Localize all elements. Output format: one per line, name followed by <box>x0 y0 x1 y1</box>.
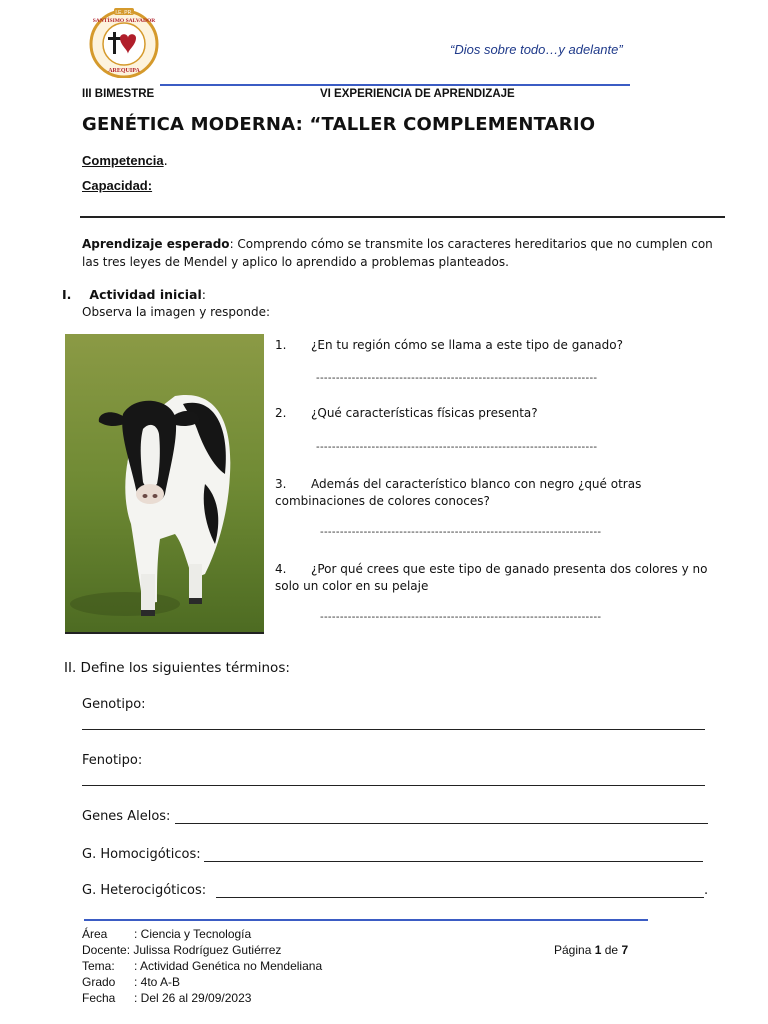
footer-fecha <box>82 990 322 1006</box>
question-3 <box>275 476 725 510</box>
footer-docente-key: Docente: <box>82 943 131 957</box>
logo-text-top: SANTÍSIMO SALVADOR <box>92 18 156 24</box>
heterocigoticos-answer-line[interactable] <box>216 897 704 898</box>
question-2-text: ¿Qué características físicas presenta? <box>311 406 538 420</box>
homocigoticos-answer-line[interactable] <box>204 861 703 862</box>
footer-docente-value: Julissa Rodríguez Gutiérrez <box>133 943 282 957</box>
cow-photo <box>65 334 264 634</box>
footer-fecha-value: : Del 26 al 29/09/2023 <box>134 991 252 1005</box>
footer-grado <box>82 974 322 990</box>
section-1-numeral: I. <box>62 287 72 302</box>
aprendizaje-esperado <box>82 235 722 271</box>
footer-area-value: : Ciencia y Tecnología <box>134 927 252 941</box>
footer-tema-value: : Actividad Genética no Mendeliana <box>134 959 323 973</box>
footer-area <box>82 926 322 942</box>
page-number <box>554 942 628 958</box>
page-total: 7 <box>621 943 629 957</box>
aprendizaje-label: Aprendizaje esperado <box>82 237 230 251</box>
footer-tema-key: Tema: <box>82 959 115 973</box>
question-1-number: 1. <box>275 338 287 352</box>
footer-grado-key: Grado <box>82 975 116 989</box>
question-1-text: ¿En tu región cómo se llama a este tipo de ganado? <box>311 338 623 352</box>
question-3-number: 3. <box>275 477 287 491</box>
section-1-instruction: Observa la imagen y responde: <box>82 305 271 319</box>
page-current: 1 <box>594 943 602 957</box>
question-4-text: ¿Por qué crees que este tipo de ganado presenta dos colores y no solo un color en su pelaje <box>275 562 708 593</box>
footer-tema <box>82 958 322 974</box>
term-heterocigoticos: G. Heterocigóticos: <box>82 883 207 898</box>
question-2-answer-dashes[interactable]: ----------------------------------------------------------------------- <box>316 441 598 453</box>
heterocigoticos-end-dot: . <box>704 883 709 898</box>
question-3-answer-dashes[interactable]: ----------------------------------------------------------------------- <box>320 526 602 538</box>
question-1 <box>275 337 725 354</box>
header-rule <box>160 84 630 86</box>
capacidad-label: Capacidad: <box>82 178 153 193</box>
footer-rule <box>84 919 648 921</box>
school-logo <box>88 6 160 78</box>
experiencia-label: VI EXPERIENCIA DE APRENDIZAJE <box>320 88 515 100</box>
page-word: Página <box>554 943 592 957</box>
question-2 <box>275 405 725 422</box>
question-4-answer-dashes[interactable]: ----------------------------------------------------------------------- <box>320 611 602 623</box>
term-genes-alelos: Genes Alelos: <box>82 809 171 824</box>
competencia-dot: . <box>163 154 168 169</box>
footer-fecha-key: Fecha <box>82 991 116 1005</box>
page-title: GENÉTICA MODERNA: “TALLER COMPLEMENTARIO <box>82 114 596 135</box>
genotipo-answer-line[interactable] <box>82 729 705 730</box>
question-2-number: 2. <box>275 406 287 420</box>
question-4 <box>275 561 725 595</box>
footer-docente <box>82 942 322 958</box>
term-homocigoticos: G. Homocigóticos: <box>82 847 201 862</box>
footer-grado-value: : 4to A-B <box>134 975 181 989</box>
logo-text-bottom: AREQUIPA <box>108 68 140 74</box>
term-fenotipo: Fenotipo: <box>82 753 143 768</box>
footer-info <box>82 926 322 1006</box>
genes-alelos-answer-line[interactable] <box>175 823 708 824</box>
page-of: de <box>604 943 619 957</box>
section-2-heading: II. Define los siguientes términos: <box>64 660 290 676</box>
capacidad-answer-line <box>80 216 725 218</box>
section-1-title: Actividad inicial <box>89 287 202 302</box>
competencia-row <box>82 150 168 169</box>
motto: “Dios sobre todo…y adelante” <box>450 42 623 57</box>
question-3-text: Además del característico blanco con negro ¿qué otras combinaciones de colores conoces? <box>275 477 642 508</box>
bimestre-label: III BIMESTRE <box>82 88 155 100</box>
question-4-number: 4. <box>275 562 287 576</box>
question-1-answer-dashes[interactable]: ----------------------------------------------------------------------- <box>316 372 598 384</box>
section-1-colon: : <box>201 287 206 302</box>
aprendizaje-text: : Comprendo cómo se transmite los caracteres hereditarios que no cumplen con las tres leyes de Mendel y aplico lo aprendido a problemas planteados. <box>82 237 713 269</box>
footer-area-key: Área <box>82 927 108 941</box>
term-genotipo: Genotipo: <box>82 697 146 712</box>
competencia-label: Competencia <box>82 153 164 168</box>
fenotipo-answer-line[interactable] <box>82 785 705 786</box>
section-1-heading <box>62 287 206 302</box>
logo-badge: I.E. PR. <box>115 10 133 16</box>
